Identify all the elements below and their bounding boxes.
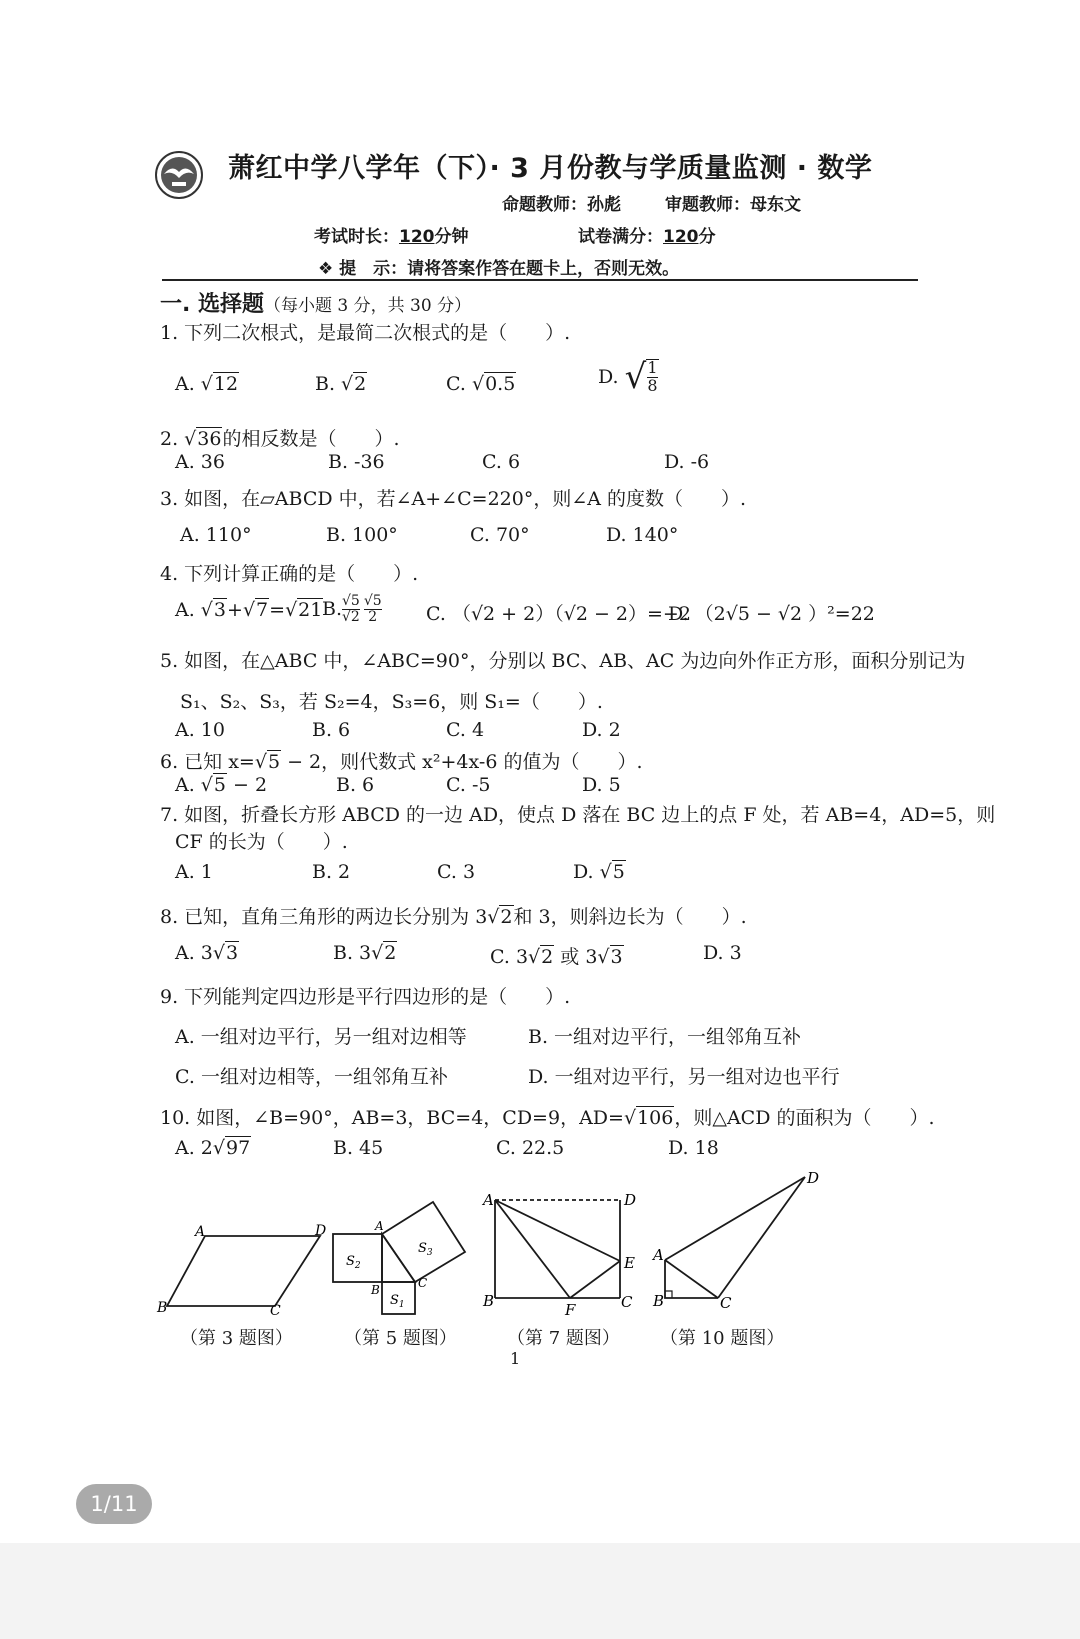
fig3-label-b: B	[157, 1300, 168, 1316]
q10-option-b: B. 45	[333, 1137, 384, 1159]
fig5-s2: $S_2$	[346, 1254, 361, 1271]
section-heading	[160, 287, 471, 318]
q8-option-a: A. 3√3	[175, 942, 239, 964]
q7-stem: 7. 如图，折叠长方形 ABCD 的一边 AD，使点 D 落在 BC 边上的点 F 处，若 AB=4，AD=5，则	[160, 804, 996, 826]
fig10-label-a: A	[653, 1246, 664, 1264]
fig10-caption: （第 10 题图）	[660, 1328, 785, 1349]
reviewer-label: 审题教师：	[665, 195, 750, 215]
q2-option-d: D. -6	[664, 451, 710, 473]
q10-option-a: A. 2√97	[175, 1137, 251, 1159]
exam-title: 萧红中学八学年（下）· 3 月份教与学质量监测 · 数学	[228, 153, 873, 184]
page-indicator[interactable]: 1/11	[76, 1484, 152, 1524]
q3-option-b: B. 100°	[326, 524, 398, 546]
fig3-label-c: C	[270, 1303, 281, 1319]
header-divider	[162, 279, 918, 281]
q6-option-c: C. -5	[446, 774, 491, 796]
fig5-label-b: B	[371, 1283, 380, 1297]
fig7-caption: （第 7 题图）	[507, 1328, 620, 1349]
q7-option-c: C. 3	[437, 861, 476, 883]
fig5-label-c: C	[418, 1276, 428, 1290]
q2-stem: 2. √36的相反数是（ ）.	[160, 428, 400, 450]
q6-option-d: D. 5	[582, 774, 621, 796]
fig10-label-b: B	[653, 1292, 665, 1310]
q8-option-c: C. 3√2 或 3√3	[490, 946, 623, 968]
fig5-caption: （第 5 题图）	[344, 1328, 457, 1349]
figure-3-parallelogram	[167, 1236, 320, 1306]
section-title: 一. 选择题	[160, 292, 265, 317]
school-logo	[154, 150, 204, 200]
page-number: 1	[510, 1349, 521, 1368]
q10-option-c: C. 22.5	[496, 1137, 565, 1159]
q1-option-c: C. √0.5	[446, 373, 516, 395]
q6-stem: 6. 已知 x=√5 − 2，则代数式 x²+4x-6 的值为（ ）.	[160, 751, 643, 773]
fig5-s1: $S_1$	[390, 1293, 405, 1310]
fig5-label-a: A	[375, 1219, 384, 1233]
q3-option-a: A. 110°	[180, 524, 252, 546]
q5-option-d: D. 2	[582, 719, 621, 741]
q6-option-a: A. √5 − 2	[175, 774, 268, 796]
q2-option-a: A. 36	[175, 451, 225, 473]
q8-option-d: D. 3	[703, 942, 742, 964]
q5-option-c: C. 4	[446, 719, 485, 741]
q4-option-c: C. （√2 + 2）（√2 − 2）=−2	[426, 603, 691, 625]
q8-stem: 8. 已知，直角三角形的两边长分别为 3√2和 3，则斜边长为（ ）.	[160, 906, 747, 928]
q9-option-c: C. 一组对边相等，一组邻角互补	[175, 1066, 448, 1088]
figure-7-rectangle	[495, 1200, 620, 1298]
score-value: 120	[663, 227, 699, 247]
q5-stem-2: S₁、S₂、S₃，若 S₂=4，S₃=6，则 S₁=（ ）.	[180, 691, 603, 713]
fig10-label-c: C	[720, 1294, 732, 1312]
fig7-label-f: F	[565, 1301, 576, 1319]
q5-stem: 5. 如图，在△ABC 中，∠ABC=90°，分别以 BC、AB、AC 为边向外作正方形，面积分别记为	[160, 650, 966, 672]
q4-option-b: B. $\frac{√5}{√2}$ $\frac{√5}{2}$	[322, 593, 382, 625]
score-label: 试卷满分：	[578, 227, 663, 247]
q4-stem: 4. 下列计算正确的是（ ）.	[160, 563, 419, 585]
duration-line	[314, 222, 469, 247]
setter-line	[502, 190, 621, 215]
fig3-label-d: D	[315, 1223, 327, 1239]
q7-option-b: B. 2	[312, 861, 351, 883]
fig7-label-a: A	[483, 1191, 494, 1209]
exam-tip: ❖ 提 示：请将答案作答在题卡上，否则无效。	[318, 259, 680, 279]
q10-option-d: D. 18	[668, 1137, 719, 1159]
figures-panel	[150, 1165, 930, 1325]
fig7-label-d: D	[624, 1191, 637, 1209]
duration-unit: 分钟	[434, 227, 469, 247]
q9-option-d: D. 一组对边平行，另一组对边也平行	[528, 1066, 840, 1088]
q9-stem: 9. 下列能判定四边形是平行四边形的是（ ）.	[160, 986, 571, 1008]
q7-option-d: D. √5	[573, 861, 625, 883]
setter-name: 孙彪	[587, 195, 621, 215]
q2-option-b: B. -36	[328, 451, 385, 473]
q3-stem: 3. 如图，在▱ABCD 中，若∠A+∠C=220°，则∠A 的度数（ ）.	[160, 488, 747, 510]
q1-option-b: B. √2	[315, 373, 367, 395]
duration-label: 考试时长：	[314, 227, 399, 247]
q1-option-d: D. √ $\frac{1}{8}$	[598, 357, 658, 397]
q3-option-d: D. 140°	[606, 524, 679, 546]
fig10-label-d: D	[807, 1169, 820, 1187]
q2-option-c: C. 6	[482, 451, 521, 473]
q4-option-d: D. （2√5 − √2 ）²=22	[668, 603, 875, 625]
q10-stem: 10. 如图，∠B=90°，AB=3，BC=4，CD=9，AD=√106，则△ACD 的面积为（ ）.	[160, 1107, 935, 1129]
q7-stem-2: CF 的长为（ ）.	[175, 831, 348, 853]
q5-option-b: B. 6	[312, 719, 351, 741]
fig5-s3: $S_3$	[418, 1241, 433, 1258]
reviewer-line	[665, 190, 801, 215]
q7-option-a: A. 1	[175, 861, 213, 883]
setter-label: 命题教师：	[502, 195, 587, 215]
fig7-label-c: C	[621, 1293, 633, 1311]
fig7-label-e: E	[624, 1254, 635, 1272]
q9-option-a: A. 一组对边平行，另一组对边相等	[175, 1026, 467, 1048]
q4-option-a: A. √3+√7=√21	[175, 599, 323, 621]
q9-option-b: B. 一组对边平行，一组邻角互补	[528, 1026, 802, 1048]
q3-option-c: C. 70°	[470, 524, 530, 546]
fig3-label-a: A	[195, 1224, 206, 1240]
score-line	[578, 222, 716, 247]
q8-option-b: B. 3√2	[333, 942, 397, 964]
figure-10-quadrilateral	[665, 1177, 805, 1298]
q6-option-b: B. 6	[336, 774, 375, 796]
section-note: （每小题 3 分，共 30 分）	[264, 296, 472, 316]
q1-option-a: A. √12	[175, 373, 239, 395]
viewer-bottom-bar	[0, 1543, 1080, 1639]
duration-value: 120	[399, 227, 435, 247]
score-unit: 分	[698, 227, 716, 247]
reviewer-name: 母东文	[750, 195, 801, 215]
q1-stem: 1. 下列二次根式，是最简二次根式的是（ ）.	[160, 322, 571, 344]
fig3-caption: （第 3 题图）	[180, 1328, 293, 1349]
fig7-label-b: B	[483, 1292, 495, 1310]
q5-option-a: A. 10	[175, 719, 225, 741]
